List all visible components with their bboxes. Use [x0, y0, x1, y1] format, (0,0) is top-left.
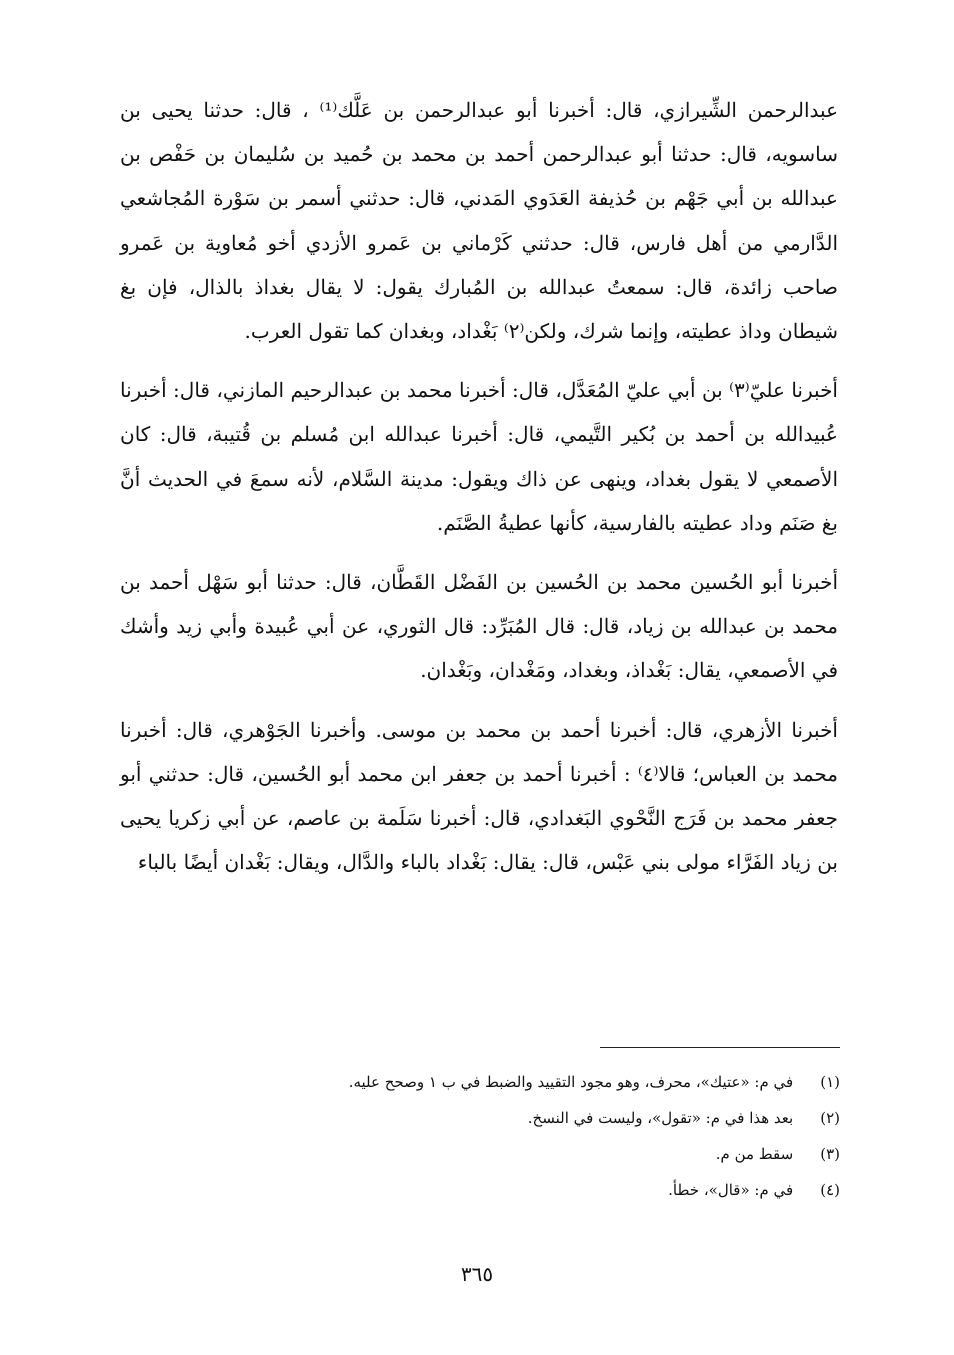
footnote-text: بعد هذا في م: «تقول»، وليست في النسخ.	[527, 1109, 794, 1127]
footnote	[150, 1064, 840, 1100]
footnote-number: (٤)	[820, 1181, 840, 1199]
footnote-text: في م: «عتيك»، محرف، وهو مجود التقييد والضبط في ب ١ وصحح عليه.	[348, 1073, 794, 1091]
paragraph: أخبرنا أبو الحُسين محمد بن الحُسين بن الفَضْل القَطَّان، قال: حدثنا أبو سَهْل أحمد بن محمد بن عبدالله بن زياد، قال: قال المُبَرِّد: قال الثوري، عن أبي عُبيدة وأبي زيد وأشك في الأصمعي، يقال: بَغْداذ، وبغداد، ومَغْدان، وبَغْدان.	[120, 570, 838, 683]
footnote	[150, 1136, 840, 1172]
paragraph: عبدالرحمن الشِّيرازي، قال: أخبرنا أبو عبدالرحمن بن عَلَّك⁽¹⁾ ، قال: حدثنا يحيى بن ساسويه، قال: حدثنا أبو عبدالرحمن أحمد بن محمد بن حُميد بن سُليمان بن حَفْص بن عبدالله بن أبي جَهْم بن حُذيفة العَدَوي المَدني، قال: حدثني أسمر بن سَوْرة المُجاشعي الدَّارمي من أهل فارس، قال: حدثني كَرْماني بن عَمرو الأزدي أخو مُعاوية بن عَمرو صاحب زائدة، قال: سمعتُ عبدالله بن المُبارك يقول: لا يقال بغداذ بالذال، فإن بغ شيطان وداذ عطيته، وإنما شرك، ولكن⁽٢⁾ بَغْداد، وبغدان كما تقول العرب.	[120, 98, 839, 344]
paragraph: أخبرنا الأزهري، قال: أخبرنا أحمد بن محمد بن موسى. وأخبرنا الجَوْهري، قال: أخبرنا محمد بن العباس؛ قالا⁽٤⁾ : أخبرنا أحمد بن جعفر ابن محمد أبو الحُسين، قال: حدثني أبو جعفر محمد بن فَرَج النَّحْوي البَغدادي، قال: أخبرنا سَلَمة بن عاصم، عن أبي زكريا يحيى بن زياد الفَرَّاء مولى بني عَبْس، قال: يقال: بَغْداد بالباء والدَّال، ويقال: بَغْدان أيضًا بالباء	[120, 717, 839, 875]
footnote-number: (٣)	[820, 1145, 840, 1163]
footnote-text: سقط من م.	[715, 1145, 794, 1163]
paragraph: أخبرنا عليّ⁽٣⁾ بن أبي عليّ المُعَدَّل، قال: أخبرنا محمد بن عبدالرحيم المازني، قال: أخبرنا عُبيدالله بن أحمد بن بُكير التَّيمي، قال: أخبرنا عبدالله ابن مُسلم بن قُتيبة، قال: كان الأصمعي لا يقول بغداد، وينهى عن ذاك ويقول: مدينة السَّلام، لأنه سمعَ في الحديث أنَّ بغ صَنَم وداد عطيته بالفارسية، كأنها عطيةُ الصَّنَم.	[120, 378, 838, 535]
footnote	[150, 1100, 840, 1136]
footnote	[150, 1172, 840, 1208]
main-text	[120, 88, 838, 884]
footnote-number: (١)	[820, 1073, 840, 1091]
footnote-divider	[600, 1047, 840, 1048]
footnote-number: (٢)	[820, 1109, 840, 1127]
page-number: ٣٦٥	[460, 1262, 494, 1286]
footnote-text: في م: «قال»، خطأ.	[668, 1181, 794, 1199]
footnotes	[150, 1064, 840, 1208]
